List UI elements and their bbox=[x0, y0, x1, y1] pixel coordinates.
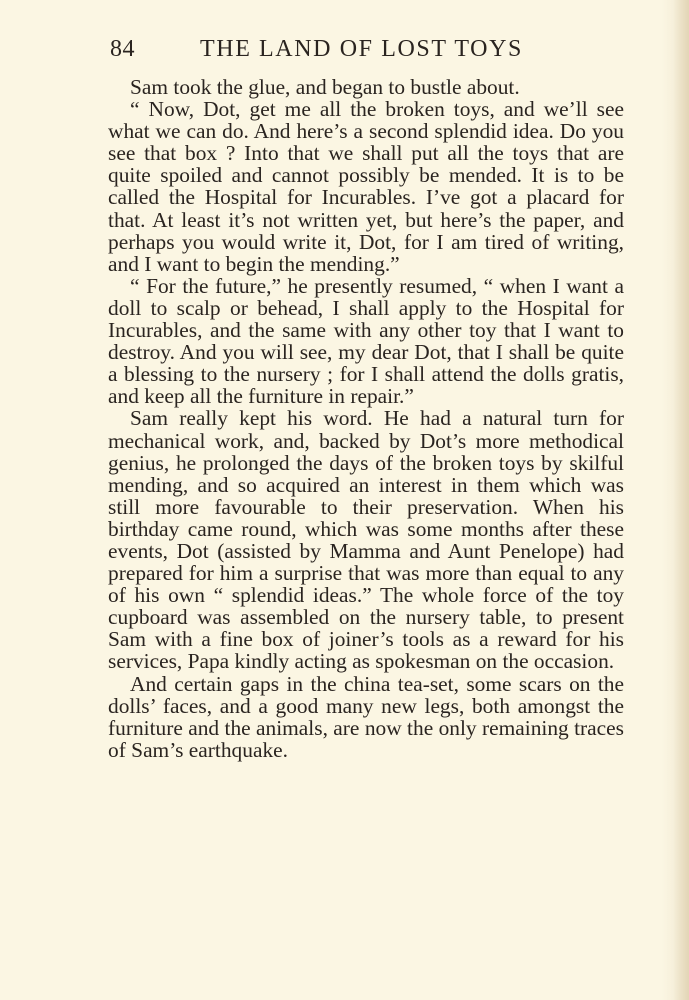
page-edge-shadow bbox=[673, 0, 689, 1000]
body-text bbox=[108, 76, 624, 761]
paragraph: “ For the future,” he presently resumed, “ when I want a doll to scalp or behead, I shall apply to the Hospital for Incurables, and the same with any other toy that I want to destroy. And you will see, my dear Dot, that I shall be quite a blessing to the nursery ; for I shall attend the dolls gratis, and keep all the furniture in repair.” bbox=[108, 273, 624, 409]
paragraph: Sam really kept his word. He had a natural turn for mechanical work, and, backed by Dot’s more methodical genius, he prolonged the days of the broken toys by skilful mending, and so acquired an interest in them which was still more favourable to their preservation. When his birthday came round, which was some months after these events, Dot (assisted by Mamma and Aunt Penelope) had prepared for him a surprise that was more than equal to any of his own “ splendid ideas.” The whole force of the toy cupboard was assembled on the nursery table, to present Sam with a fine box of joiner’s tools as a reward for his services, Papa kindly acting as spokesman on the occasion. bbox=[108, 406, 624, 674]
paragraph: “ Now, Dot, get me all the broken toys, and we’ll see what we can do. And here’s a second splendid idea. Do you see that box ? Into that we shall put all the toys that are quite spoiled and cannot possibly be mended. It is to be called the Hospital for Incurables. I’ve got a placard for that. At least it’s not written yet, but here’s the paper, and perhaps you would write it, Dot, for I am tired of writing, and I want to begin the mending.” bbox=[108, 97, 624, 276]
page-number: 84 bbox=[110, 36, 135, 62]
page-header bbox=[110, 36, 540, 66]
paragraph: And certain gaps in the china tea-set, some scars on the dolls’ faces, and a good many new legs, both amongst the furniture and the animals, are now the only remaining traces of Sam’s earthquake. bbox=[108, 671, 624, 762]
paragraph: Sam took the glue, and began to bustle about. bbox=[130, 75, 520, 99]
running-title: THE LAND OF LOST TOYS bbox=[200, 36, 523, 62]
